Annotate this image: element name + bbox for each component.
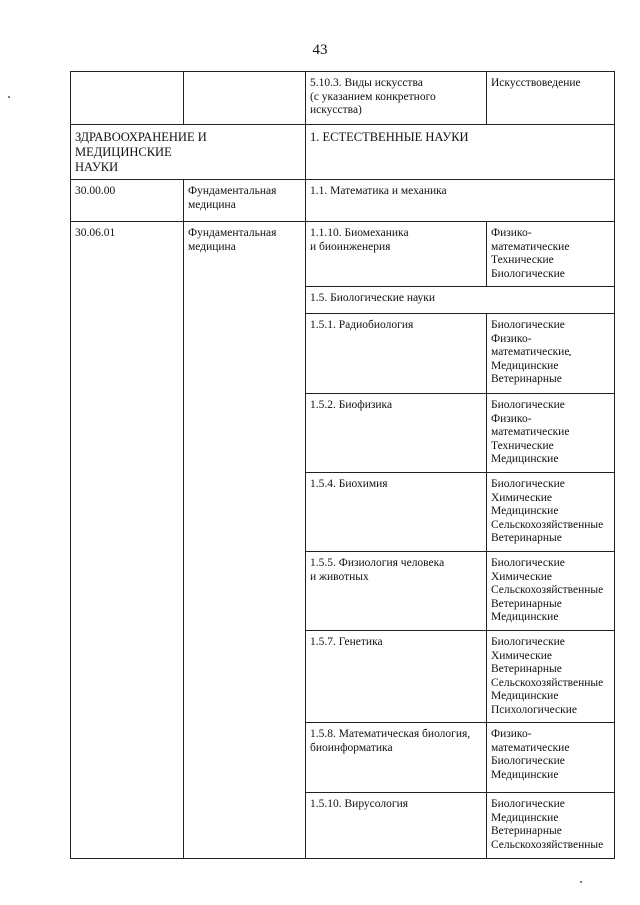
page-number: 43 [312,42,328,58]
table-row [71,72,615,125]
group-heading: ЗДРАВООХРАНЕНИЕ И МЕДИЦИНСКИЕ НАУКИ [71,125,306,180]
specialty-cell: 1.5.1. Радиобиология [306,314,487,394]
degree-cell: Биологические Химические Ветеринарные Сельскохозяйственные Медицинские Психологические [487,631,615,723]
specialty-cell: 1.1.10. Биомеханика и биоинженерия [306,222,487,287]
degree-cell: Искусствоведение [487,72,615,125]
degree-cell: Биологические Физико- математические Технические Медицинские [487,394,615,473]
table-row [71,180,615,222]
degree-cell: Физико- математические Технические Биологические [487,222,615,287]
specialty-cell: 5.10.3. Виды искусства (с указанием конкретного искусства) [306,72,487,125]
specialty-cell: 1.5.10. Вирусология [306,793,487,859]
code-cell: 30.00.00 [71,180,184,222]
degree-cell: Биологические Химические Сельскохозяйственные Ветеринарные Медицинские [487,552,615,631]
specialty-cell: 1.5.4. Биохимия [306,473,487,552]
subgroup-cell: 1.1. Математика и механика [306,180,615,222]
specialties-table [70,71,615,859]
degree-cell: Биологические Физико- математические Медицинские Ветеринарные [487,314,615,394]
degree-cell: Биологические Химические Медицинские Сельскохозяйственные Ветеринарные [487,473,615,552]
table-row [71,222,615,287]
code-cell: 30.06.01 [71,222,184,859]
name-cell: Фундаментальная медицина [184,180,306,222]
table-cell [71,72,184,125]
table-cell [184,72,306,125]
scan-speck [8,96,10,98]
name-cell: Фундаментальная медицина [184,222,306,859]
specialty-cell: 1.5.8. Математическая биология, биоинформатика [306,723,487,793]
scan-speck [569,354,571,356]
specialty-cell: 1.5.5. Физиология человека и животных [306,552,487,631]
degree-cell: Биологические Медицинские Ветеринарные Сельскохозяйственные [487,793,615,859]
subgroup-cell: 1.5. Биологические науки [306,287,615,314]
scan-speck [580,881,582,883]
area-heading: 1. ЕСТЕСТВЕННЫЕ НАУКИ [306,125,615,180]
specialty-cell: 1.5.2. Биофизика [306,394,487,473]
section-row [71,125,615,180]
specialty-cell: 1.5.7. Генетика [306,631,487,723]
degree-cell: Физико- математические Биологические Медицинские [487,723,615,793]
